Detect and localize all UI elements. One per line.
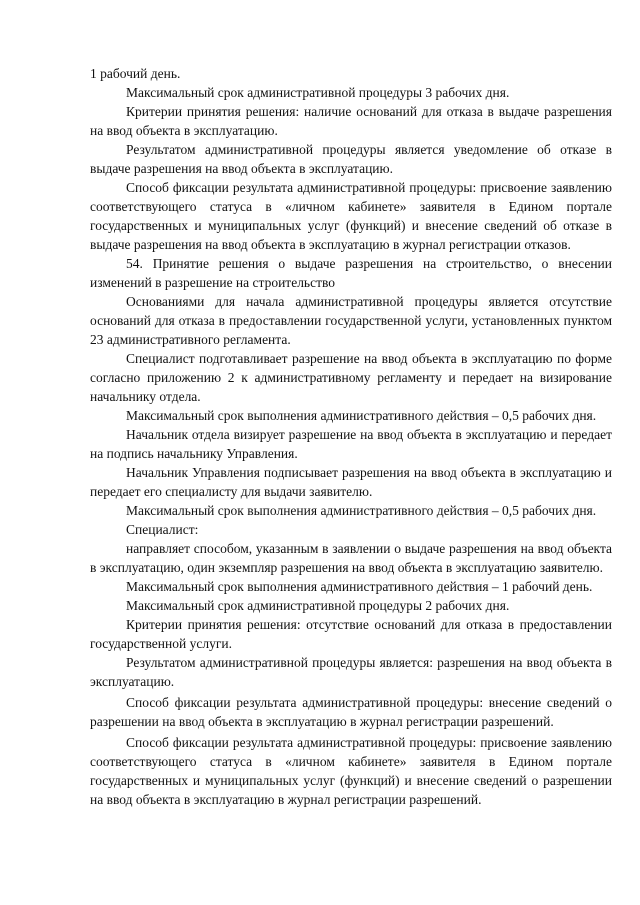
paragraph-department-head-endorses: Начальник отдела визирует разрешение на ввод объекта в эксплуатацию и передает на подпись начальнику Управления. — [90, 427, 612, 461]
paragraph-recording-method-refusal: Способ фиксации результата административной процедуры: присвоение заявлению соответствующего статуса в «личном кабинете» заявителя в Едином портале государственных и муниципальных услуг (функций) и внесение сведений об отказе в выдаче разрешения на ввод объекта в эксплуатацию в журнал регистрации отказов. — [90, 180, 612, 252]
paragraph-recording-method-portal: Способ фиксации результата административной процедуры: присвоение заявлению соответствующего статуса в «личном кабинете» заявителя в Едином портале государственных и муниципальных услуг (функций) и внесение сведений о разрешении на ввод объекта в эксплуатацию в журнал регистрации разрешений. — [90, 735, 612, 807]
paragraph-decision-criteria-refusal: Критерии принятия решения: наличие оснований для отказа в выдаче разрешения на ввод объекта в эксплуатацию. — [90, 104, 612, 138]
paragraph-max-term-procedure-3-days: Максимальный срок административной процедуры 3 рабочих дня. — [126, 85, 510, 100]
paragraph-max-term-action-1-day: Максимальный срок выполнения административного действия – 1 рабочий день. — [126, 579, 593, 594]
paragraph-max-term-procedure-2-days: Максимальный срок административной процедуры 2 рабочих дня. — [126, 598, 510, 613]
paragraph-result-refusal-notice: Результатом административной процедуры является уведомление об отказе в выдаче разрешения на ввод объекта в эксплуатацию. — [90, 142, 612, 176]
paragraph-decision-criteria-no-refusal: Критерии принятия решения: отсутствие оснований для отказа в предоставлении государственной услуги. — [90, 617, 612, 651]
paragraph-result-permit: Результатом административной процедуры является: разрешения на ввод объекта в эксплуатацию. — [90, 655, 612, 689]
paragraph-specialist-sends: направляет способом, указанным в заявлении о выдаче разрешения на ввод объекта в эксплуатацию, один экземпляр разрешения на ввод объекта в эксплуатацию заявителю. — [90, 541, 612, 575]
paragraph-continuation: 1 рабочий день. — [90, 66, 181, 81]
paragraph-specialist-prepares: Специалист подготавливает разрешение на ввод объекта в эксплуатацию по форме согласно приложению 2 к административному регламенту и передает на визирование начальнику отдела. — [90, 351, 612, 404]
paragraph-section-54-heading: 54. Принятие решения о выдаче разрешения на строительство, о внесении изменений в разрешение на строительство — [90, 256, 612, 290]
paragraph-max-term-action-05-days-b: Максимальный срок выполнения административного действия – 0,5 рабочих дня. — [126, 503, 597, 518]
paragraph-grounds-start-procedure: Основаниями для начала административной процедуры является отсутствие оснований для отказа в предоставлении государственной услуги, установленных пунктом 23 административного регламента. — [90, 294, 612, 347]
paragraph-recording-method-journal: Способ фиксации результата административной процедуры: внесение сведений о разрешении на ввод объекта в эксплуатацию в журнал регистрации разрешений. — [90, 695, 612, 729]
paragraph-directorate-head-signs: Начальник Управления подписывает разрешения на ввод объекта в эксплуатацию и передает его специалисту для выдачи заявителю. — [90, 465, 612, 499]
paragraph-specialist-label: Специалист: — [126, 522, 199, 537]
paragraph-max-term-action-05-days-a: Максимальный срок выполнения административного действия – 0,5 рабочих дня. — [126, 408, 597, 423]
document-page — [90, 64, 612, 809]
